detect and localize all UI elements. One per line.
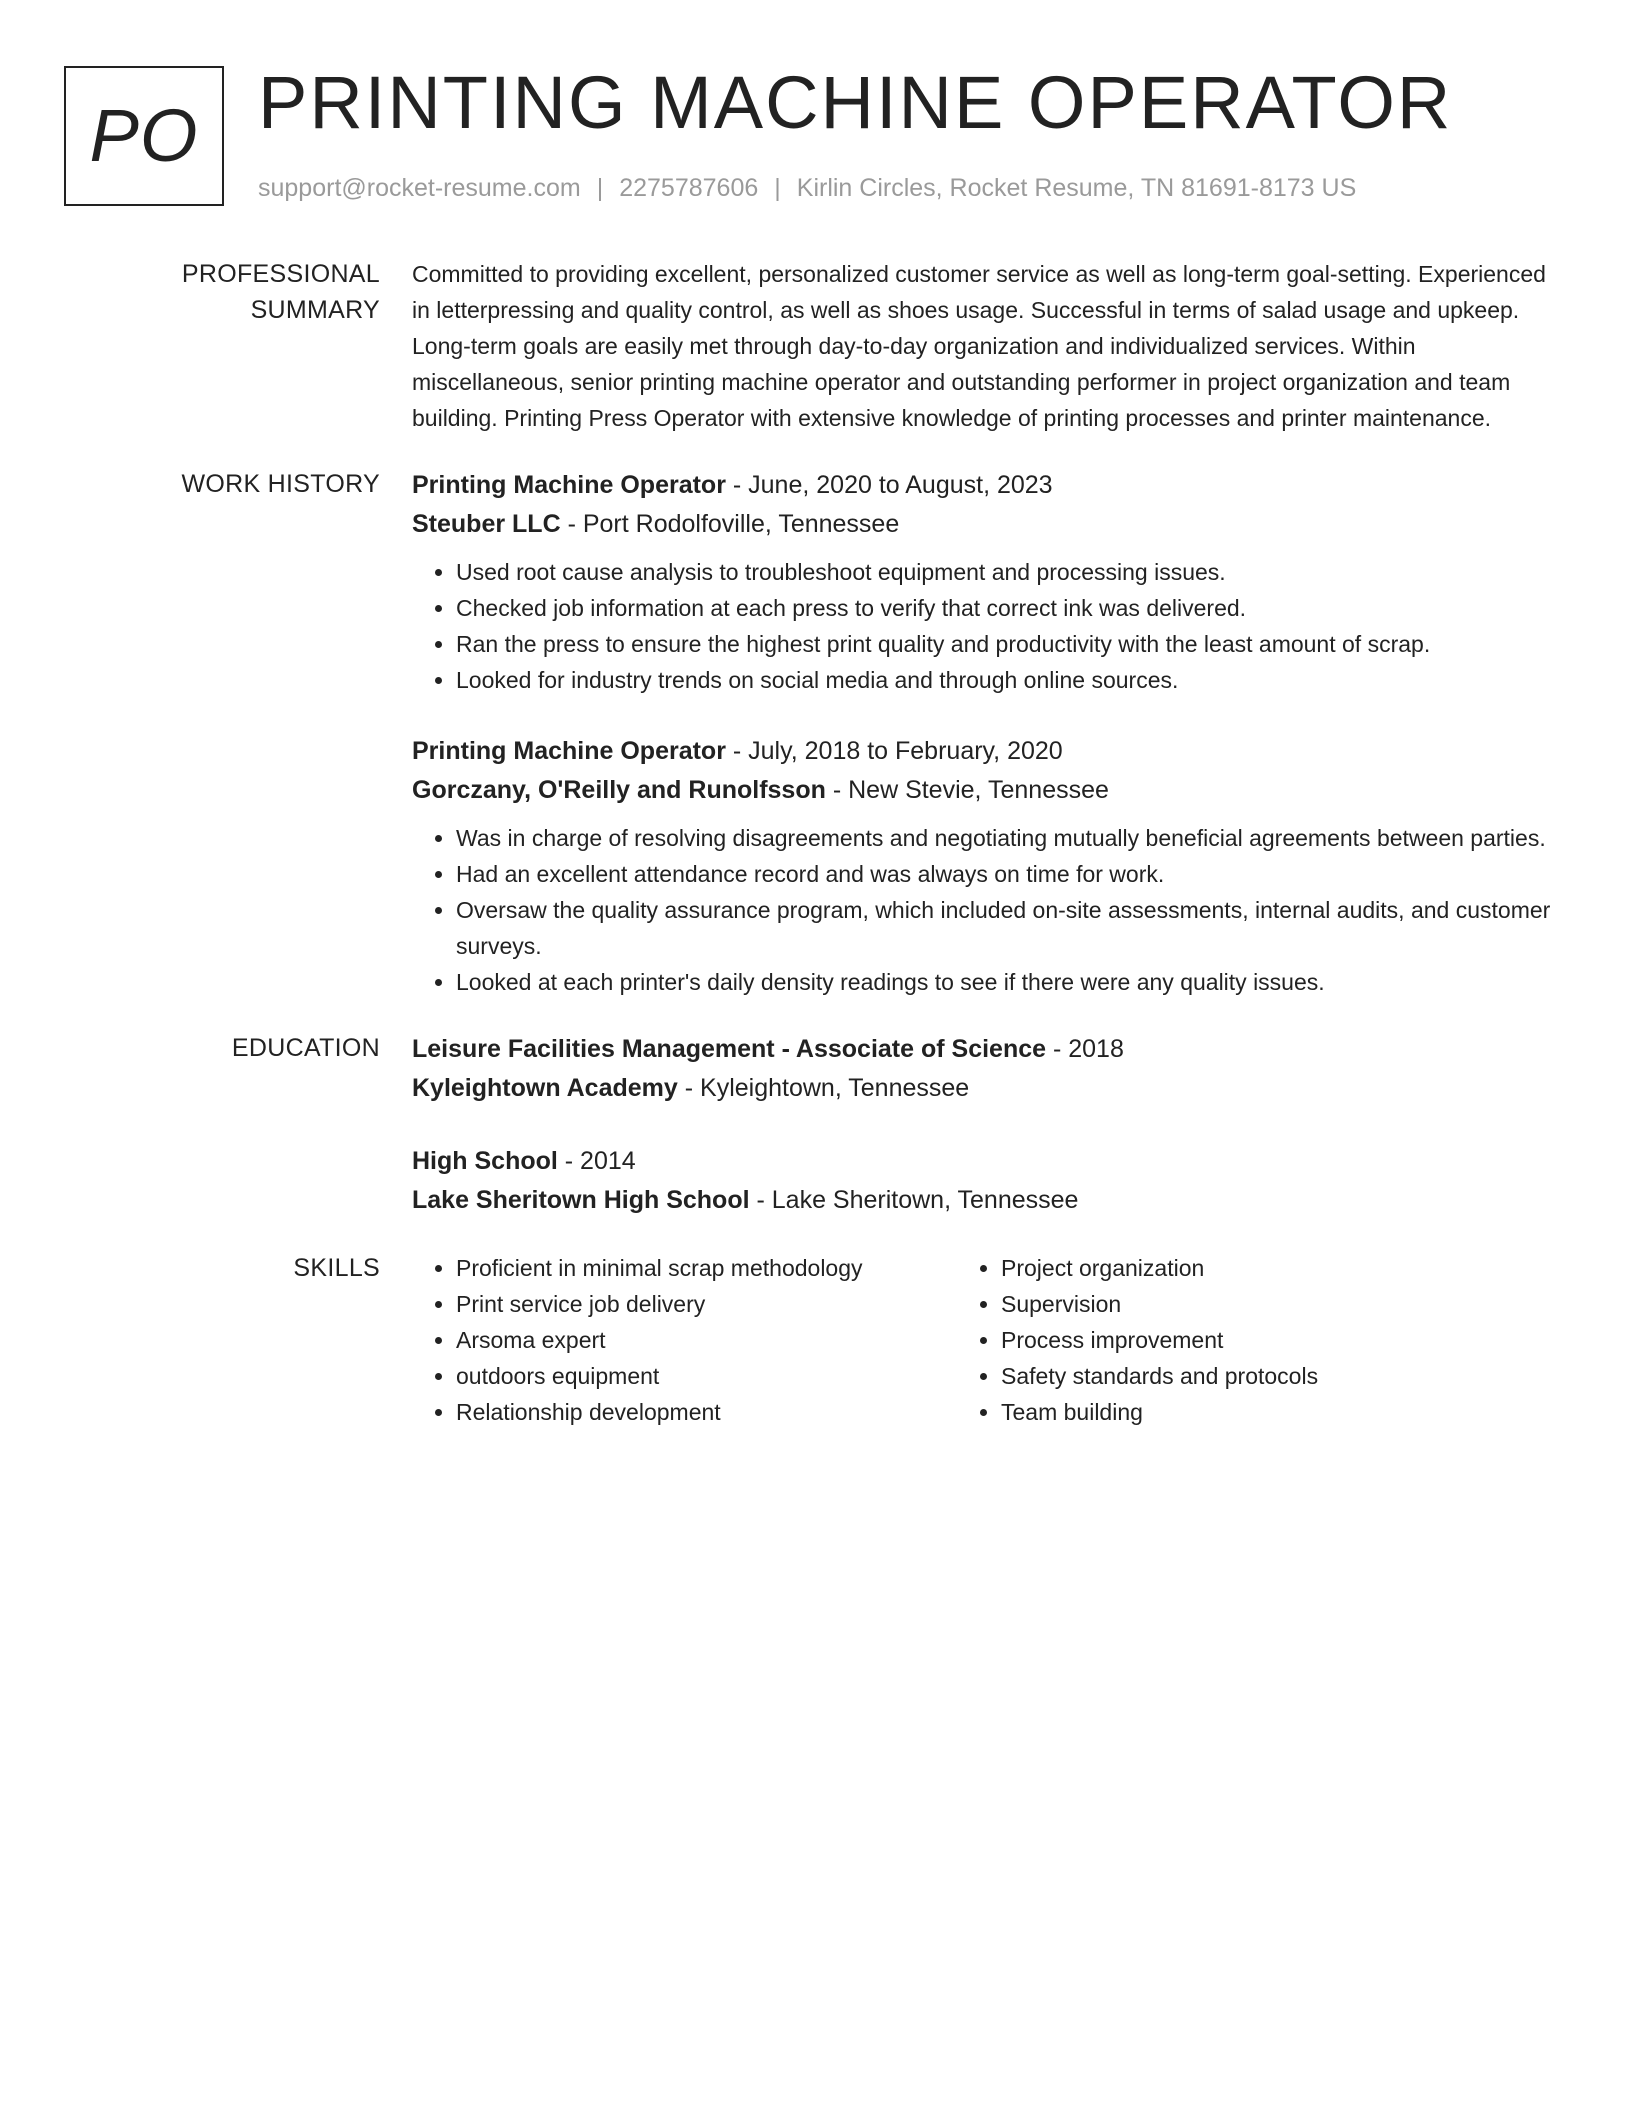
contact-phone[interactable]: 2275787606 — [619, 174, 759, 202]
education-entry — [412, 1142, 1564, 1220]
degree-name: Leisure Facilities Management - Associate of Science — [412, 1035, 1047, 1063]
skills-column-left — [412, 1250, 957, 1430]
job-title-line — [412, 732, 1564, 771]
degree-year: - 2018 — [1046, 1035, 1124, 1063]
job-bullet: • Looked at each printer's daily density readings to see if there were any quality issues. — [456, 964, 1564, 1000]
summary-body — [412, 256, 1564, 436]
education-section — [64, 1030, 1564, 1220]
contact-address: Kirlin Circles, Rocket Resume, TN 81691-8173 US — [796, 174, 1357, 202]
skill-item: • Print service job delivery — [456, 1286, 957, 1322]
job-bullet: • Had an excellent attendance record and was always on time for work. — [456, 856, 1564, 892]
summary-heading: PROFESSIONAL SUMMARY — [181, 260, 380, 324]
job-company: Steuber LLC — [412, 510, 561, 538]
skill-item: • Team building — [1001, 1394, 1502, 1430]
job-location: - Port Rodolfoville, Tennessee — [560, 510, 900, 538]
work-history-heading: WORK HISTORY — [181, 470, 380, 498]
skills-column-right — [957, 1250, 1502, 1430]
summary-text: Committed to providing excellent, personalized customer service as well as long-term goal-setting. Experienced in letterpressing and quality control, as well as shoes usage. Successful in terms of salad usage and upkeep. Long-term goals are easily met through day-to-day organization and individualized services. Within miscellaneous, senior printing machine operator and outstanding performer in project organization and team building. Printing Press Operator with extensive knowledge of printing processes and printer maintenance. — [412, 261, 1546, 431]
job-bullet: • Was in charge of resolving disagreements and negotiating mutually beneficial agreements between parties. — [456, 820, 1564, 856]
school-line — [412, 1069, 1564, 1108]
job-bullet: • Checked job information at each press to verify that correct ink was delivered. — [456, 590, 1564, 626]
job-title-line — [412, 466, 1564, 505]
skills-heading: SKILLS — [293, 1254, 380, 1282]
job-bullet-list — [412, 820, 1564, 1000]
school-line — [412, 1181, 1564, 1220]
skills-grid — [412, 1250, 1564, 1430]
job-bullet: • Oversaw the quality assurance program, which included on-site assessments, internal audits, and customer surveys. — [456, 892, 1564, 964]
degree-line — [412, 1030, 1564, 1069]
skill-item: • Proficient in minimal scrap methodology — [456, 1250, 957, 1286]
contact-separator: | — [774, 174, 781, 202]
education-entry — [412, 1030, 1564, 1108]
job-company-line — [412, 771, 1564, 810]
education-heading: EDUCATION — [231, 1034, 380, 1062]
work-history-body — [412, 466, 1564, 1000]
job-entry — [412, 732, 1564, 1000]
skill-item: • Arsoma expert — [456, 1322, 957, 1358]
contact-email[interactable]: support@rocket-resume.com — [258, 174, 581, 202]
school-name: Kyleightown Academy — [412, 1074, 678, 1102]
job-company: Gorczany, O'Reilly and Runolfsson — [412, 776, 826, 804]
monogram-initials: PO — [89, 94, 199, 177]
school-name: Lake Sheritown High School — [412, 1186, 750, 1214]
job-dates: - June, 2020 to August, 2023 — [725, 471, 1053, 499]
job-entry — [412, 466, 1564, 698]
job-bullet-list — [412, 554, 1564, 698]
work-history-section — [64, 466, 1564, 1000]
degree-line — [412, 1142, 1564, 1181]
job-role: Printing Machine Operator — [412, 471, 726, 499]
skill-item: • Supervision — [1001, 1286, 1502, 1322]
job-location: - New Stevie, Tennessee — [825, 776, 1109, 804]
job-bullet: • Used root cause analysis to troubleshoot equipment and processing issues. — [456, 554, 1564, 590]
job-bullet: • Ran the press to ensure the highest print quality and productivity with the least amount of scrap. — [456, 626, 1564, 662]
skill-item: • outdoors equipment — [456, 1358, 957, 1394]
skill-item: • Project organization — [1001, 1250, 1502, 1286]
contact-separator: | — [596, 174, 604, 202]
resume-header — [64, 61, 1584, 210]
monogram-box — [64, 66, 224, 206]
skills-body — [412, 1250, 1564, 1430]
job-company-line — [412, 505, 1564, 544]
resume-name-title: PRINTING MACHINE OPERATOR — [258, 61, 1453, 144]
skill-item: • Safety standards and protocols — [1001, 1358, 1502, 1394]
skill-item: • Relationship development — [456, 1394, 957, 1430]
degree-year: - 2014 — [557, 1147, 636, 1175]
skills-list — [957, 1250, 1502, 1430]
school-location: - Kyleightown, Tennessee — [677, 1074, 970, 1102]
job-bullet: • Looked for industry trends on social media and through online sources. — [456, 662, 1564, 698]
job-dates: - July, 2018 to February, 2020 — [725, 737, 1063, 765]
education-body — [412, 1030, 1564, 1220]
skills-section — [64, 1250, 1564, 1430]
resume-sections — [64, 256, 1564, 1460]
degree-name: High School — [412, 1147, 558, 1175]
school-location: - Lake Sheritown, Tennessee — [749, 1186, 1079, 1214]
skills-list — [412, 1250, 957, 1430]
summary-section — [64, 256, 1564, 436]
job-role: Printing Machine Operator — [412, 737, 726, 765]
skill-item: • Process improvement — [1001, 1322, 1502, 1358]
contact-line — [258, 174, 1356, 203]
